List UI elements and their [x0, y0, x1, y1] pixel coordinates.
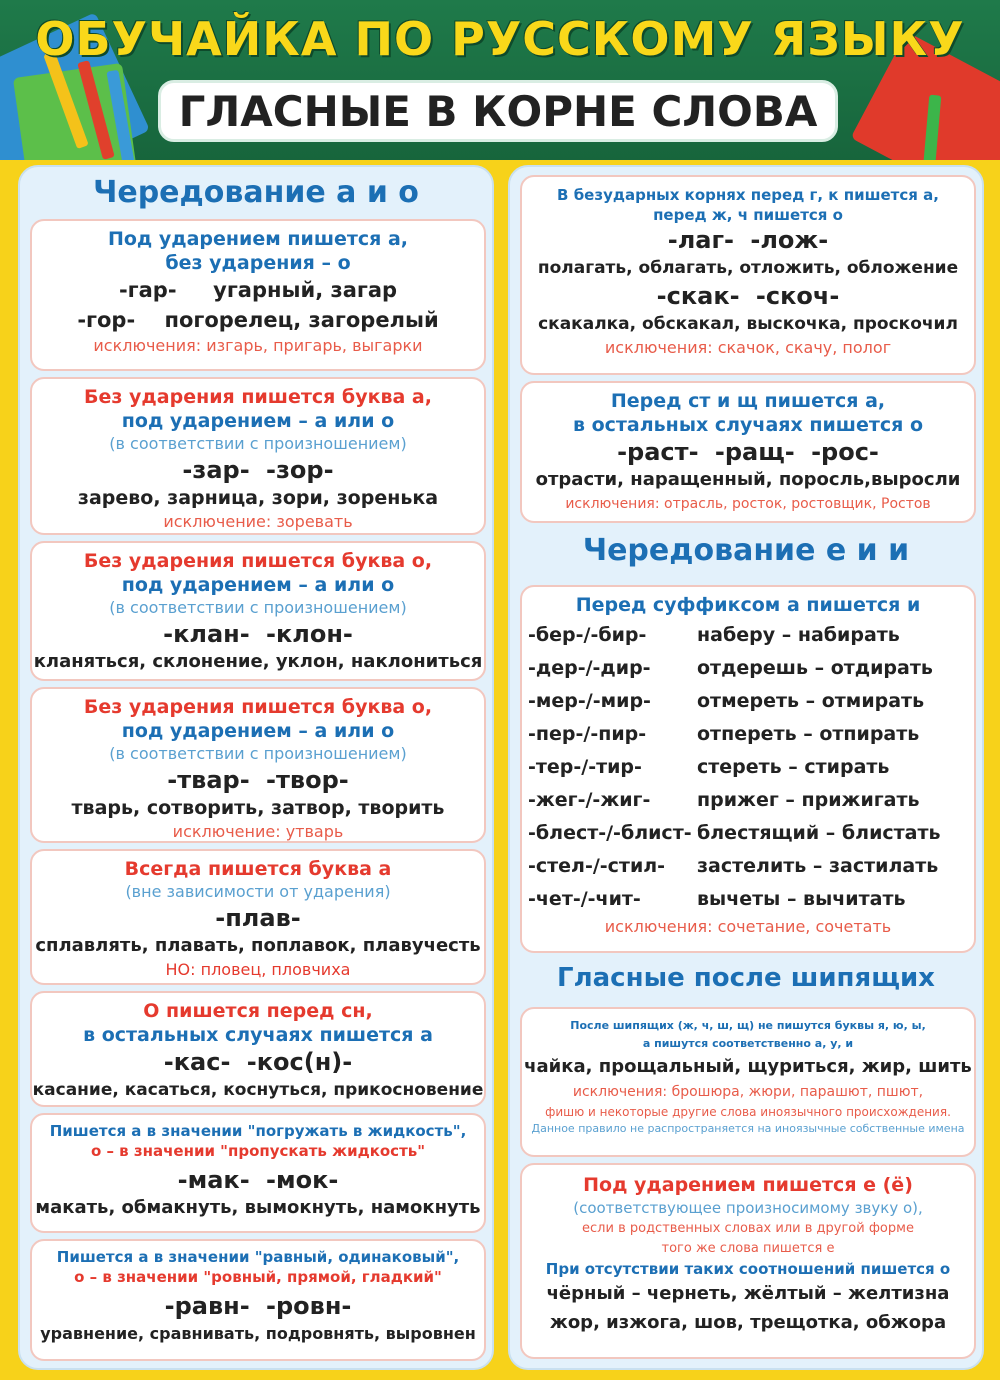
right-column	[508, 165, 984, 1370]
rule-note: Данное правило не распространяется на иноязычные собственные имена	[531, 1122, 965, 1135]
rule-note: того же слова пишется е	[661, 1241, 835, 1256]
example-words: жор, изжога, шов, трещотка, обжора	[549, 1312, 947, 1333]
root: -пер-/-пир-	[528, 723, 647, 745]
roots: -твар- -твор-	[167, 766, 349, 794]
rule-card	[30, 219, 486, 371]
roots: -равн- -ровн-	[164, 1292, 352, 1320]
rule-card	[30, 541, 486, 681]
rule-heading: Под ударением пишется е (ё)	[583, 1174, 913, 1196]
rule-heading: Под ударением пишется а,	[107, 228, 409, 250]
rule-heading: Без ударения пишется буква о,	[83, 550, 433, 572]
rule-card	[30, 1113, 486, 1233]
example-words: тварь, сотворить, затвор, творить	[71, 797, 445, 819]
example-words: чёрный – чернеть, жёлтый – желтизна	[546, 1283, 950, 1304]
example-words: отпереть – отпирать	[697, 723, 920, 745]
rule-heading: Перед суффиксом а пишется и	[575, 594, 921, 616]
rule-card	[30, 377, 486, 535]
alternation-row	[522, 883, 974, 916]
root: -мер-/-мир-	[528, 690, 651, 712]
roots: -плав-	[215, 904, 301, 932]
rule-note: (в соответствии с произношением)	[109, 744, 407, 763]
rule-note: (в соответствии с произношением)	[109, 598, 407, 617]
root: -гор-	[77, 308, 136, 332]
alternation-row	[522, 817, 974, 850]
alternation-row	[522, 685, 974, 718]
rule-card	[30, 849, 486, 985]
roots: -зар- -зор-	[182, 456, 334, 484]
rule-heading: а пишутся соответственно а, у, и	[642, 1037, 854, 1050]
alternation-row	[522, 619, 974, 652]
example-words: прижег – прижигать	[697, 789, 920, 811]
example-words: зарево, зарница, зори, зоренька	[77, 487, 439, 509]
rule-card	[520, 175, 976, 375]
left-column	[18, 165, 494, 1370]
example-row	[32, 275, 484, 305]
example-words: застелить – застилать	[697, 855, 939, 877]
root: -гар-	[118, 278, 177, 302]
rule-heading: под ударением – а или о	[121, 574, 395, 596]
rule-heading: Без ударения пишется буква о,	[83, 696, 433, 718]
rule-heading: О пишется перед сн,	[143, 1000, 373, 1022]
example-words: полагать, облагать, отложить, обложение	[537, 258, 959, 278]
rule-heading: Пишется а в значении "погружать в жидкость",	[49, 1122, 467, 1140]
rule-heading: в остальных случаях пишется а	[83, 1024, 433, 1046]
rule-heading: под ударением – а или о	[121, 410, 395, 432]
exceptions: фишю и некоторые другие слова иноязычного происхождения.	[545, 1105, 951, 1119]
rule-card	[520, 1007, 976, 1157]
rule-card	[520, 1163, 976, 1359]
example-words: касание, касаться, коснуться, прикосновение	[32, 1080, 484, 1100]
alternation-row	[522, 652, 974, 685]
rule-note: (соответствующее произносимому звуку о),	[573, 1199, 923, 1217]
root: -тер-/-тир-	[528, 756, 642, 778]
rule-heading: перед ж, ч пишется о	[653, 206, 843, 224]
section-title: Чередование е и и	[582, 533, 910, 568]
rule-heading: Всегда пишется буква а	[124, 858, 392, 880]
roots: -кас- -кос(н)-	[163, 1048, 353, 1076]
rule-card	[30, 991, 486, 1107]
roots: -лаг- -лож-	[667, 226, 829, 254]
example-words: скакалка, обскакал, выскочка, проскочил	[538, 314, 958, 334]
exceptions: исключения: сочетание, сочетать	[604, 917, 892, 936]
rule-card	[520, 381, 976, 523]
exceptions: исключение: утварь	[172, 822, 344, 841]
roots: -раст- -ращ- -рос-	[617, 438, 879, 466]
example-words: отдерешь – отдирать	[697, 657, 933, 679]
rule-note: (в соответствии с произношением)	[109, 434, 407, 453]
rule-heading: под ударением – а или о	[121, 720, 395, 742]
alternation-row	[522, 751, 974, 784]
example-words: блестящий – блистать	[697, 822, 941, 844]
poster-subtitle-box	[158, 80, 838, 142]
poster-header	[0, 0, 1000, 160]
example-words: погорелец, загорелый	[164, 308, 439, 332]
exceptions: исключения: брошюра, жюри, парашют, пшют,	[572, 1084, 924, 1100]
poster-title: ОБУЧАЙКА ПО РУССКОМУ ЯЗЫКУ	[35, 12, 965, 66]
rule-note: (вне зависимости от ударения)	[125, 882, 391, 901]
example-words: уравнение, сравнивать, подровнять, выровнен	[40, 1324, 476, 1343]
section-title: Гласные после шипящих	[557, 963, 935, 993]
rule-heading: Перед ст и щ пишется а,	[610, 390, 886, 412]
example-words: кланяться, склонение, уклон, наклониться	[33, 651, 483, 672]
rule-heading: о – в значении "пропускать жидкость"	[90, 1142, 426, 1160]
example-words: сплавлять, плавать, поплавок, плавучесть	[35, 935, 481, 956]
example-words: стереть – стирать	[697, 756, 890, 778]
rule-heading: без ударения – о	[165, 252, 351, 274]
exceptions: исключения: отрасль, росток, ростовщик, Ростов	[565, 496, 931, 512]
rule-card	[30, 687, 486, 843]
rule-heading: Без ударения пишется буква а,	[84, 386, 432, 408]
root: -стел-/-стил-	[528, 855, 666, 877]
exceptions: исключения: изгарь, пригарь, выгарки	[93, 336, 423, 355]
exceptions: исключение: зоревать	[163, 512, 353, 531]
root: -чет-/-чит-	[528, 888, 641, 910]
example-words: наберу – набирать	[697, 624, 900, 646]
exceptions: НО: пловец, пловчиха	[165, 960, 351, 979]
roots: -скак- -скоч-	[656, 282, 840, 310]
rule-heading: После шипящих (ж, ч, ш, щ) не пишутся буквы я, ю, ы,	[570, 1019, 926, 1032]
section-title: Чередование а и о	[93, 175, 419, 210]
root: -блест-/-блист-	[528, 822, 692, 844]
root: -жег-/-жиг-	[528, 789, 651, 811]
rule-heading: В безударных корнях перед г, к пишется а,	[557, 186, 939, 204]
example-words: макать, обмакнуть, вымокнуть, намокнуть	[35, 1197, 481, 1218]
alternation-row	[522, 718, 974, 751]
alternation-row	[522, 784, 974, 817]
rule-heading: о – в значении "ровный, прямой, гладкий"	[74, 1268, 442, 1286]
exceptions: исключения: скачок, скачу, полог	[604, 338, 892, 357]
roots: -клан- -клон-	[163, 620, 353, 648]
root: -дер-/-дир-	[528, 657, 651, 679]
rule-note: если в родственных словах или в другой форме	[582, 1221, 914, 1236]
example-row	[32, 305, 484, 335]
rule-heading: При отсутствии таких соотношений пишется о	[545, 1260, 951, 1278]
example-words: отмереть – отмирать	[697, 690, 925, 712]
example-words: вычеты – вычитать	[697, 888, 906, 910]
alternation-list	[522, 619, 974, 916]
example-words: чайка, прощальный, щуриться, жир, шить	[524, 1056, 972, 1077]
example-words: отрасти, наращенный, поросль,выросли	[535, 469, 961, 490]
rule-heading: Пишется а в значении "равный, одинаковый",	[56, 1248, 460, 1266]
rule-card	[520, 585, 976, 953]
roots: -мак- -мок-	[177, 1166, 339, 1194]
example-words: угарный, загар	[213, 278, 398, 302]
poster-subtitle: ГЛАСНЫЕ В КОРНЕ СЛОВА	[178, 87, 818, 136]
alternation-row	[522, 850, 974, 883]
rule-heading: в остальных случаях пишется о	[572, 414, 924, 436]
root: -бер-/-бир-	[528, 624, 647, 646]
rule-card	[30, 1239, 486, 1361]
